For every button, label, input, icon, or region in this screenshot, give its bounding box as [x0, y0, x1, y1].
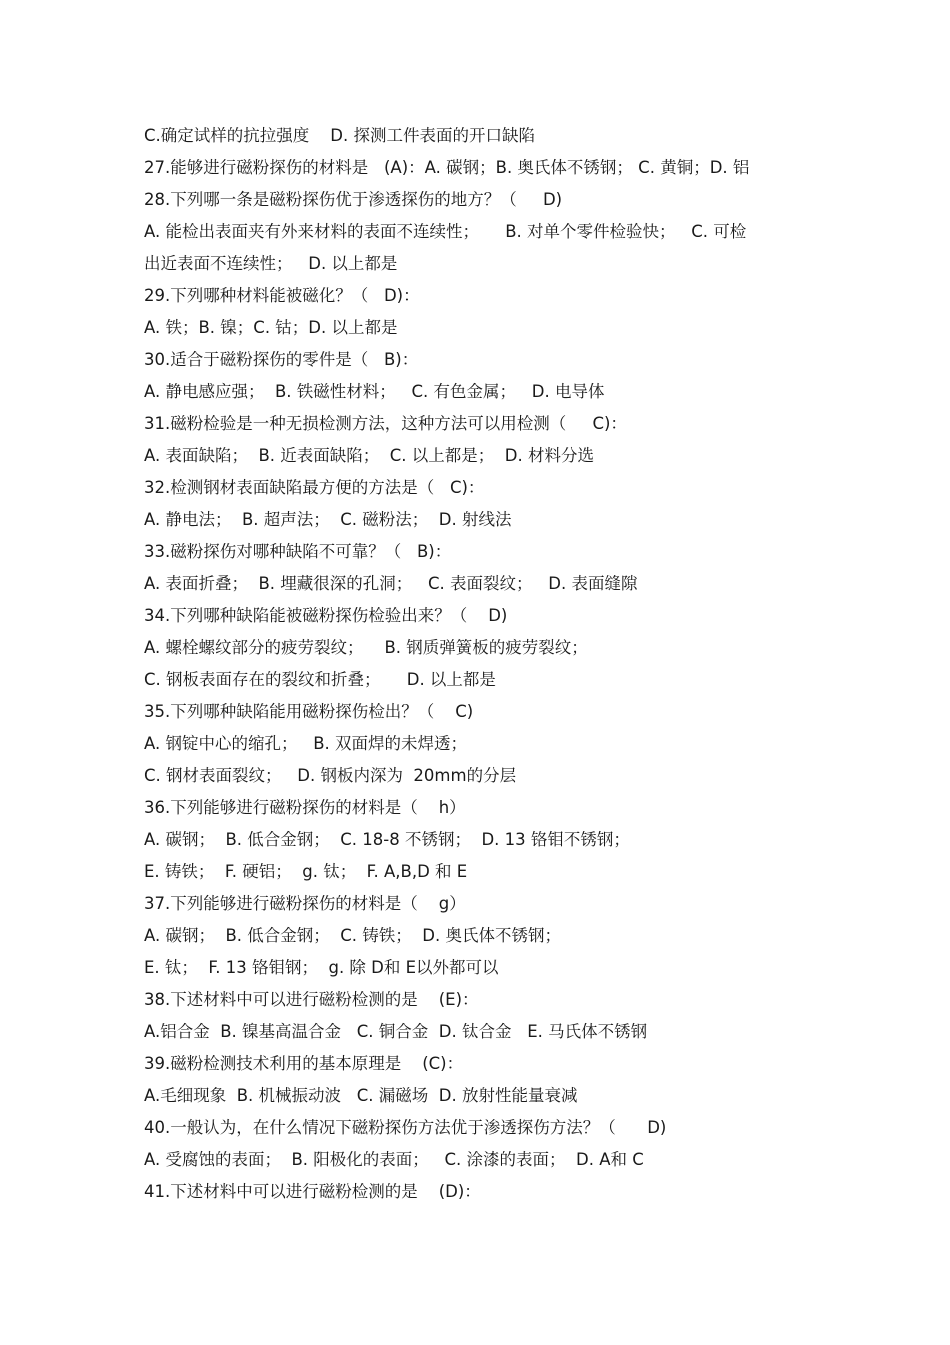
question-line: 31.磁粉检验是一种无损检测方法，这种方法可以用检测（ C)： — [144, 414, 627, 433]
answer-options-line: 出近表面不连续性； D. 以上都是 — [144, 254, 398, 273]
question-line: 34.下列哪种缺陷能被磁粉探伤检验出来？（ D) — [144, 606, 508, 625]
answer-options-line: A. 碳钢； B. 低合金钢； C. 铸铁； D. 奥氏体不锈钢； — [144, 926, 561, 945]
question-text — [144, 122, 824, 1210]
answer-options-line: A. 表面折叠； B. 埋藏很深的孔洞； C. 表面裂纹； D. 表面缝隙 — [144, 574, 638, 593]
answer-options-line: C. 钢材表面裂纹； D. 钢板内深为 20mm的分层 — [144, 766, 517, 785]
answer-options-line: E. 钛； F. 13 铬钼钢； g. 除 D和 E以外都可以 — [144, 958, 499, 977]
question-line: 37.下列能够进行磁粉探伤的材料是（ g） — [144, 894, 466, 913]
answer-options-line: A.铝合金 B. 镍基高温合金 C. 铜合金 D. 钛合金 E. 马氏体不锈钢 — [144, 1022, 648, 1041]
question-line: 36.下列能够进行磁粉探伤的材料是（ h） — [144, 798, 466, 817]
answer-options-line: E. 铸铁； F. 硬铝； g. 钛； F. A,B,D 和 E — [144, 862, 468, 881]
question-line: 32.检测钢材表面缺陷最方便的方法是（ C)： — [144, 478, 485, 497]
text-line: C.确定试样的抗拉强度 D. 探测工件表面的开口缺陷 — [144, 126, 535, 145]
question-line: 39.磁粉检测技术利用的基本原理是 (C)： — [144, 1054, 464, 1073]
question-line: 38.下述材料中可以进行磁粉检测的是 (E)： — [144, 990, 479, 1009]
question-line: 29.下列哪种材料能被磁化？（ D)： — [144, 286, 420, 305]
answer-options-line: A. 钢锭中心的缩孔； B. 双面焊的未焊透； — [144, 734, 468, 753]
question-line: 35.下列哪种缺陷能用磁粉探伤检出？（ C) — [144, 702, 474, 721]
answer-options-line: A. 表面缺陷； B. 近表面缺陷； C. 以上都是； D. 材料分选 — [144, 446, 594, 465]
answer-options-line: A. 能检出表面夹有外来材料的表面不连续性； B. 对单个零件检验快； C. 可检 — [144, 222, 747, 241]
question-line: 33.磁粉探伤对哪种缺陷不可靠？（ B)： — [144, 542, 452, 561]
answer-options-line: A. 静电感应强； B. 铁磁性材料； C. 有色金属； D. 电导体 — [144, 382, 605, 401]
answer-options-line: A. 铁；B. 镍；C. 钴；D. 以上都是 — [144, 318, 398, 337]
answer-options-line: A. 静电法； B. 超声法； C. 磁粉法； D. 射线法 — [144, 510, 512, 529]
answer-options-line: A.毛细现象 B. 机械振动波 C. 漏磁场 D. 放射性能量衰减 — [144, 1086, 578, 1105]
question-line: 30.适合于磁粉探伤的零件是（ B)： — [144, 350, 419, 369]
question-line: 40.一般认为，在什么情况下磁粉探伤方法优于渗透探伤方法？（ D) — [144, 1118, 667, 1137]
answer-options-line: C. 钢板表面存在的裂纹和折叠； D. 以上都是 — [144, 670, 496, 689]
answer-options-line: A. 碳钢； B. 低合金钢； C. 18-8 不锈钢； D. 13 铬钼不锈钢； — [144, 830, 630, 849]
question-line: 41.下述材料中可以进行磁粉检测的是 (D)： — [144, 1182, 481, 1201]
answer-options-line: A. 受腐蚀的表面； B. 阳极化的表面； C. 涂漆的表面； D. A和 C — [144, 1150, 644, 1169]
answer-options-line: A. 螺栓螺纹部分的疲劳裂纹； B. 钢质弹簧板的疲劳裂纹； — [144, 638, 588, 657]
question-line: 28.下列哪一条是磁粉探伤优于渗透探伤的地方？（ D) — [144, 190, 563, 209]
question-line: 27.能够进行磁粉探伤的材料是 (A)：A. 碳钢；B. 奥氏体不锈钢； C. 黄铜；D. 铝 — [144, 158, 750, 177]
